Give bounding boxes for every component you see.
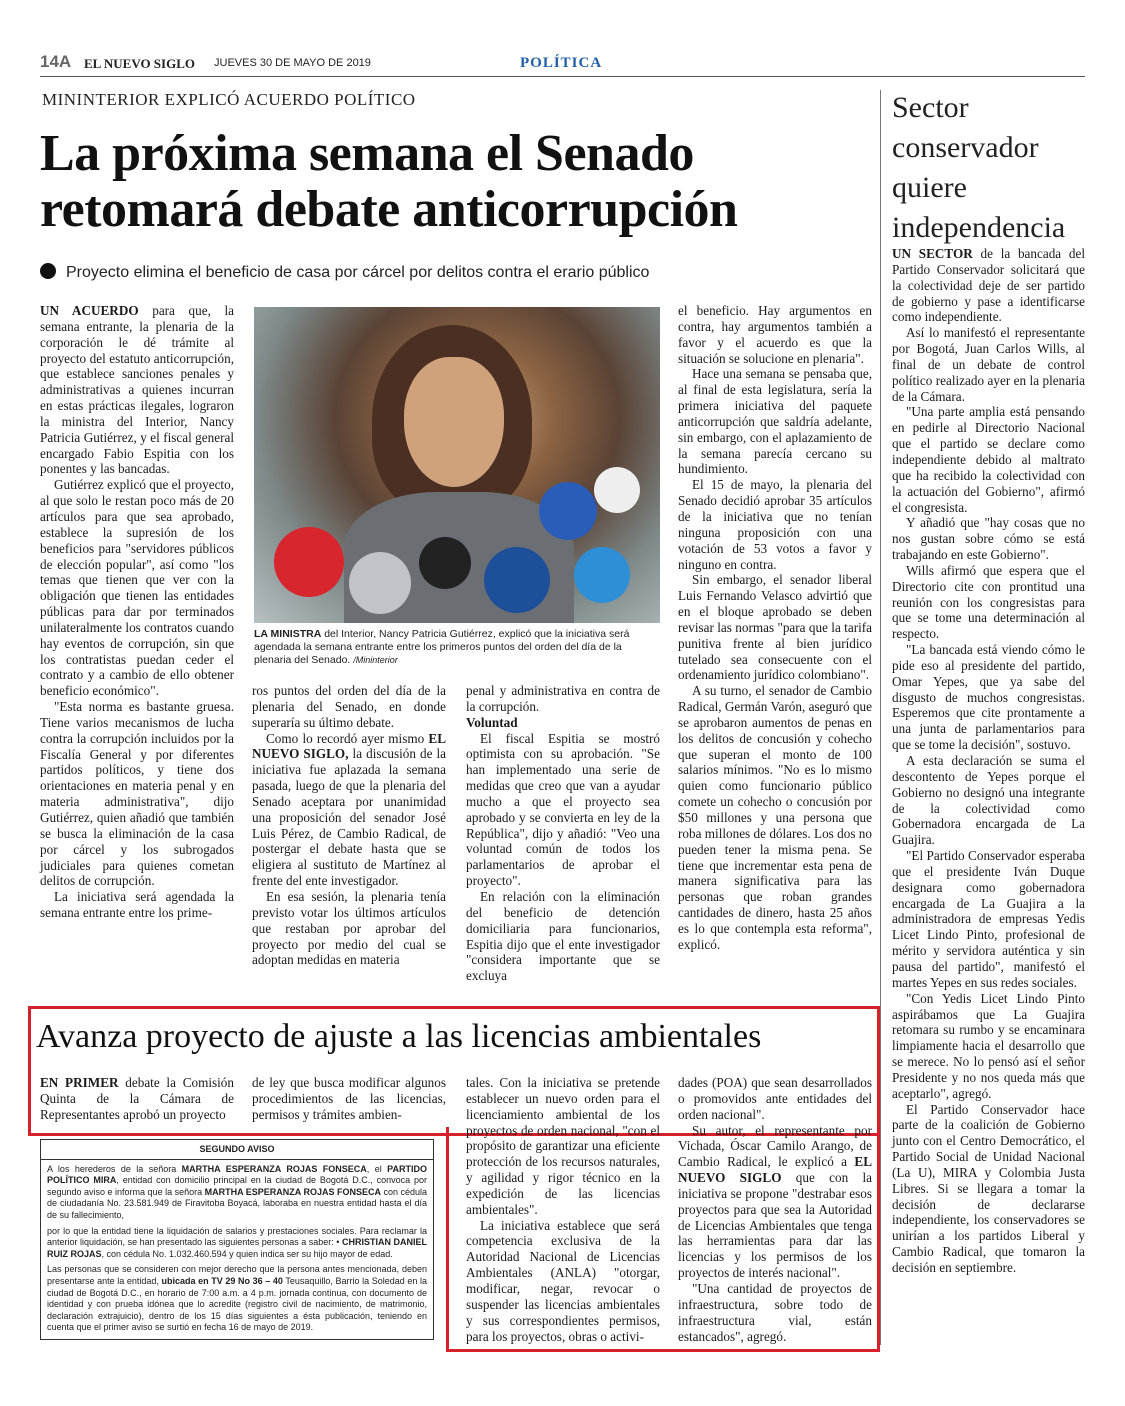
- paragraph: para que, la semana entrante, la plenaria de la corporación le dé trámite al proyecto del estatuto anticorrupción, que establece sanciones penales y administrativas a quienes incurran en estas prácticas ilegales, lograron la ministra del Interior, Nancy Patricia Gutiérrez, y el fiscal general encargado Fabio Espitia con los ponentes y las bancadas.: [40, 303, 234, 477]
- microphone-icon: [419, 537, 471, 589]
- second-col-1: [40, 1075, 234, 1123]
- second-col-3: [466, 1075, 660, 1344]
- paragraph: ros puntos del orden del día de la plenaria del Senado, en donde superaría su último debate.: [252, 683, 446, 730]
- microphone-icon: [594, 467, 640, 513]
- paper-name: EL NUEVO SIGLO: [84, 56, 195, 71]
- sidebar-title-line: quiere: [892, 171, 967, 204]
- paragraph: debate la Comisión Quinta de la Cámara de Representantes aprobó un proyecto: [40, 1075, 234, 1122]
- lead-word: UN ACUERDO: [40, 303, 139, 318]
- headline-line-2: retomará debate anticorrupción: [40, 181, 738, 238]
- paragraph: "El Partido Conservador esperaba que el presidente Iván Duque designara como gobernadora encargada de La Guajira a la administradora de empresas Yedis Licet Lindo Pinto, profesional de mérito y servidora auténtica y sin pausa del partido", manifestó el martes Yepes en sus redes sociales.: [892, 848, 1085, 990]
- paragraph: La iniciativa establece que será competencia exclusiva de la Autoridad Nacional de Licencias Ambientales (ANLA) "otorgar, modificar, negar, revocar o suspender las licencias ambientales y sus correspondientes permisos, para los proyectos, obras o activi-: [466, 1217, 660, 1344]
- paragraph: A esta declaración se suma el descontento de Yepes porque el Gobierno no designó una integrante de la colectividad como Gobernadora encargada de La Guajira.: [892, 753, 1085, 848]
- second-headline: Avanza proyecto de ajuste a las licencias ambientales: [36, 1018, 762, 1055]
- notice-paragraph: A los herederos de la señora MARTHA ESPERANZA ROJAS FONSECA, el PARTIDO POLÍTICO MIRA, entidad con domicilio principal en la ciudad de Bogotá D.C., convoca por segundo aviso e informa que la señora MARTHA ESPERANZA ROJAS FONSECA con cédula de ciudadanía No. 23.581.949 de Firavitoba Boyacá, laboraba en nuestra entidad hasta el día de su fallecimiento,: [47, 1163, 428, 1220]
- paragraph: Sin embargo, el senador liberal Luis Fernando Velasco advirtió que en el bloque aprobado se deben revisar las normas "para que la tarifa punitiva frente al bien jurídico tutelado sea consecuente con el ordenamiento jurídico colombiano".: [678, 572, 872, 683]
- paragraph: que con la iniciativa se propone "destrabar esos proyectos para que sea la Autoridad de Licencias Ambientales que tenga las herramientas para dar las licencias y los permisos de los proyectos de interés nacional".: [678, 1170, 872, 1281]
- sidebar-title-line: independencia: [892, 211, 1066, 244]
- header-rule: [40, 76, 1085, 77]
- microphone-icon: [484, 547, 550, 613]
- page-header: [40, 50, 1085, 76]
- paragraph: "Con Yedis Licet Lindo Pinto aspirábamos que La Guajira retomara su rumbo y se encaminara limpiamente hacia el desarrollo que se merece. No lo pensó así el señor Presidente y no nos queda más que aceptarlo", agregó.: [892, 990, 1085, 1101]
- notice-paragraph: Las personas que se consideren con mejor derecho que la persona antes mencionada, deben presentarse ante la entidad, ubicada en TV 29 No 36 – 40 Teusaquillo, Barrio la Soledad en la ciudad de Bogotá D.C., en horario de 7:00 a.m. a 4 p.m. jornada continua, con documento de identidad y con prueba idónea que lo acredite (registro civil de nacimiento, de matrimonio, declaración extrajuicio), dentro de los 15 días siguientes a ésta publicación, teniendo en cuenta que el primer aviso se surtió en fecha 16 de mayo de 2019.: [47, 1264, 427, 1333]
- paragraph: El Partido Conservador hace parte de la coalición de Gobierno junto con el Centro Democrático, el Partido Social de Unidad Nacional (La U), MIRA y Colombia Justa Libres. Si se llegara a tomar la decisión de declararse independiente, los conservadores se unirían a los partidos Liberal y Cambio Radical, que tomaron la decisión en septiembre.: [892, 1101, 1085, 1275]
- article-kicker: MININTERIOR EXPLICÓ ACUERDO POLÍTICO: [42, 90, 416, 109]
- paragraph: Como lo recordó ayer mismo: [266, 730, 429, 746]
- paragraph: En relación con la eliminación del beneficio de detención domiciliaria para funcionarios, Espitia dijo que el ente investigador "considera importante que se excluya: [466, 888, 660, 984]
- paragraph: El fiscal Espitia se mostró optimista con su aprobación. "Se han implementado una serie de medidas que creo que van a ayudar mucho a que el proyecto sea aprobado y se convierta en ley de la República", dijo y añadió: "Veo una voluntad común de todos los parlamentarios de aprobar el proyecto".: [466, 730, 660, 889]
- legal-notice: [40, 1139, 434, 1340]
- paragraph: Así lo manifestó el representante por Bogotá, Juan Carlos Wills, al final de un debate de control político realizado ayer en la plenaria de la Cámara.: [892, 325, 1085, 404]
- paper-name-inline: EL NUEVO SIGLO,: [252, 730, 446, 762]
- second-col-2: [252, 1075, 446, 1123]
- paragraph: penal y administrativa en contra de la corrupción.: [466, 683, 660, 714]
- main-col-2: [252, 683, 446, 968]
- paragraph: el beneficio. Hay argumentos en contra, hay argumentos también a favor y el acuerdo es que la situación se solucione en plenaria".: [678, 303, 872, 366]
- paragraph: Gutiérrez explicó que el proyecto, al que solo le restan poco más de 20 artículos para que sea aprobado, establece la supresión de los beneficios para "servidores públicos de elección popular", así como "los temas que tienen que ver con la obligación que tienen las entidades públicas para dar por terminados unilateralmente los contratos cuando hay eventos de corrupción, sin que los contratistas puedan ceder el contrato y a cambio de ello obtener beneficio económico".: [40, 477, 234, 699]
- notice-paragraph: por lo que la entidad tiene la liquidación de salarios y prestaciones sociales. Para reclamar la anterior liquidación, se han presentado las siguientes personas a saber: • CHRISTIAN DANIEL RUIZ ROJAS, con cédula No. 1.032.460.594 y quien indica ser su hijo mayor de edad.: [47, 1225, 427, 1259]
- paragraph: Y añadió que "hay cosas que no nos gustan sobre cómo se está trabajando en este Gobierno".: [892, 515, 1085, 563]
- paragraph: "Una cantidad de proyectos de infraestructura, sobre todo de infraestructura vial, están estancados", agregó.: [678, 1280, 872, 1344]
- main-headline: [40, 126, 870, 238]
- sidebar-rule: [880, 90, 881, 1345]
- paragraph: Hace una semana se pensaba que, al final de esta legislatura, sería la primera iniciativa del paquete anticorrupción que saldría adelante, sin embargo, con el aplazamiento de la semana parecía cercano su hundimiento.: [678, 366, 872, 477]
- paragraph: A su turno, el senador de Cambio Radical, Germán Varón, aseguró que se aprobaron aumentos de penas en los delitos de concusión y cohecho que superan el monto de 100 salarios mínimos. "No es lo mismo quien como funcionario público comete un cohecho o concusión por $50 millones y una persona que roba millones de dólares. Los dos no pueden tener la misma pena. Se tiene que incrementar esta pena de manera significativa para las personas que roban grandes cantidades de dinero, hasta 25 años es lo que contempla esta reforma", explicó.: [678, 683, 872, 952]
- subhead-text: Proyecto elimina el beneficio de casa por cárcel por delitos contra el erario público: [66, 264, 650, 281]
- article-photo: [254, 307, 660, 623]
- microphone-icon: [274, 527, 344, 597]
- notice-title: SEGUNDO AVISO: [41, 1144, 433, 1160]
- paragraph: Wills afirmó que espera que el Directorio cite con prontitud una reunión con los congresistas para que se tome una determinación al respecto.: [892, 562, 1085, 642]
- microphone-icon: [574, 547, 630, 603]
- lead-word: UN SECTOR: [892, 246, 973, 261]
- lead-word: EN PRIMER: [40, 1075, 119, 1090]
- bullet-icon: [40, 263, 56, 279]
- sidebar-title-line: Sector: [892, 91, 969, 124]
- microphone-icon: [539, 482, 597, 540]
- paragraph: En esa sesión, la plenaria tenía previsto votar los últimos artículos que restaban por aprobar del proyecto por medio del cual se adoptan medidas en materia: [252, 888, 446, 968]
- article-subhead: [40, 263, 870, 282]
- caption-text: del Interior, Nancy Patricia Gutiérrez, explicó que la iniciativa será agendada la semana entrante entre los primeros puntos del orden del día de la plenaria del Senado.: [254, 628, 630, 666]
- photo-face: [404, 357, 504, 487]
- header-date: JUEVES 30 DE MAYO DE 2019: [214, 57, 371, 69]
- paragraph: tales. Con la iniciativa se pretende establecer un nuevo orden para el licenciamiento ambiental de los proyectos de orden nacional, "con el propósito de garantizar una eficiente protección de los recursos naturales, y agilidad y rigor técnico en la expedición de las licencias ambientales".: [466, 1075, 660, 1217]
- paragraph: El 15 de mayo, la plenaria del Senado decidió aprobar 35 artículos de la iniciativa que no tenían ninguna proposición con una votación de 53 votos a favor y ninguno en contra.: [678, 477, 872, 572]
- paper-name-inline: EL NUEVO SIGLO: [678, 1154, 872, 1186]
- paragraph: dades (POA) que sean desarrollados o promovidos ante entidades del orden nacional".: [678, 1075, 872, 1122]
- page-number: 14A: [40, 52, 72, 71]
- subtitle-voluntad: Voluntad: [466, 714, 518, 730]
- photo-caption: [254, 628, 660, 667]
- caption-lead: LA MINISTRA: [254, 628, 322, 640]
- paragraph: la discusión de la iniciativa fue aplazada la semana pasada, luego de que la plenaria del Senado aceptara por unanimidad una proposición del senador José Luis Pérez, de Cambio Radical, de postergar el debate hasta que se eligiera al sustituto de Martínez al frente del ente investigador.: [252, 746, 447, 889]
- second-col-4: [678, 1075, 872, 1344]
- paragraph: Su autor, el representante por Vichada, Óscar Camilo Arango, de Cambio Radical, le explicó a: [678, 1122, 872, 1170]
- headline-line-1: La próxima semana el Senado: [40, 125, 694, 182]
- main-col-1: [40, 303, 234, 921]
- paragraph: "La bancada está viendo cómo le pide eso al presidente del partido, Omar Yepes, que ya sabe del disgusto de muchos congresistas. Esperemos que cite prontamente a una junta de parlamentarios para que se tome la decisión", sostuvo.: [892, 642, 1085, 753]
- sidebar-body: [892, 246, 1085, 1276]
- main-col-4: [678, 303, 872, 953]
- sidebar-title: [892, 88, 1092, 248]
- paragraph: "Esta norma es bastante gruesa. Tiene varios mecanismos de lucha contra la corrupción incluidos por la Fiscalía General y por diferentes partidos políticos, y tiene dos orientaciones en materia penal y en materia administrativa", dijo Gutiérrez, quien añadió que también se busca la eliminación de la casa por cárcel y los subrogados judiciales para quienes cometan delitos de corrupción.: [40, 699, 234, 889]
- section-name: POLÍTICA: [520, 55, 603, 71]
- paragraph: de ley que busca modificar algunos procedimientos de las licencias, permisos y trámites ambien-: [252, 1075, 446, 1122]
- paragraph: "Una parte amplia está pensando en pedirle al Directorio Nacional que el partido se declare como independiente debido al maltrato que ha recibido la colectividad con la actuación del Gobierno", afirmó el congresista.: [892, 404, 1085, 515]
- microphone-icon: [349, 552, 411, 614]
- main-col-3: [466, 683, 660, 984]
- paragraph: de la bancada del Partido Conservador solicitará que la colectividad deje de ser partido de gobierno y pase a identificarse como independiente.: [892, 246, 1085, 325]
- photo-credit: /Mininterior: [353, 655, 398, 665]
- paragraph: La iniciativa será agendada la semana entrante entre los prime-: [40, 889, 234, 921]
- sidebar-title-line: conservador: [892, 131, 1039, 164]
